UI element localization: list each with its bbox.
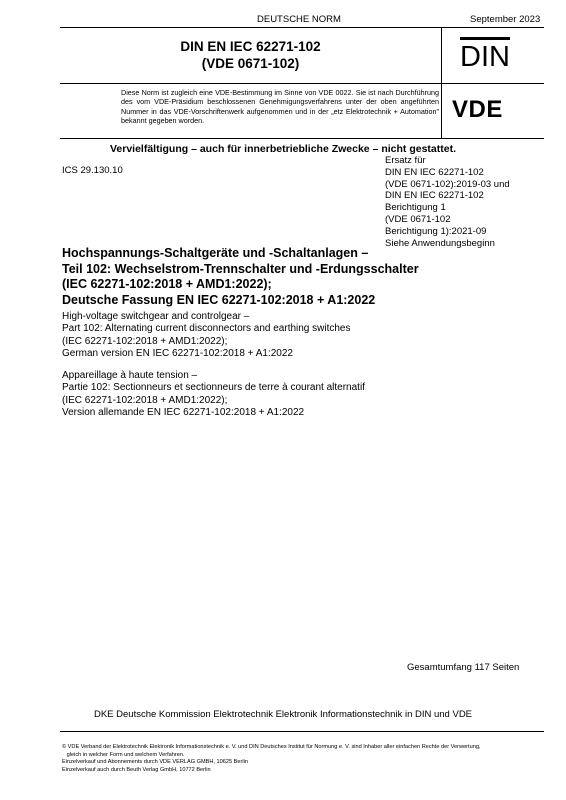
vde-notice: Diese Norm ist zugleich eine VDE-Bestimmung im Sinne von VDE 0022. Sie ist nach Durchführung des vom VDE-Präsidium beschlossenen Genehmigungsverfahrens unter der oben angeführten Nummer in das VDE-Vorschriftenwerk aufgenommen und in der „etz Elektrotechnik + Automation" bekannt gegeben worden. <box>121 88 439 125</box>
replacement-line: Berichtigung 1):2021-09 <box>385 225 487 237</box>
replacement-line: Berichtigung 1 <box>385 202 446 214</box>
replacement-line: (VDE 0671-102 <box>385 213 451 225</box>
title-german-line: Teil 102: Wechselstrom-Trennschalter und -Erdungsschalter <box>62 261 419 276</box>
divider <box>60 731 544 732</box>
copyright-footer <box>62 744 481 774</box>
reproduction-note: Vervielfältigung – auch für innerbetriebliche Zwecke – nicht gestattet. <box>109 143 456 155</box>
replacement-line: DIN EN IEC 62271-102 <box>385 166 484 178</box>
divider <box>60 138 544 139</box>
replacement-line: Ersatz für <box>385 155 426 166</box>
title-german-line: (IEC 62271-102:2018 + AMD1:2022); <box>62 277 272 291</box>
title-german-line: Hochspannungs-Schaltgeräte und -Schaltanlagen – <box>62 246 369 260</box>
svg-text:DIN: DIN <box>460 41 510 70</box>
total-pages: Gesamtumfang 117 Seiten <box>407 662 520 673</box>
title-english-line: Part 102: Alternating current disconnectors and earthing switches <box>62 323 351 335</box>
replacement-line: (VDE 0671-102):2019-03 und <box>385 178 510 190</box>
title-english <box>62 311 351 361</box>
divider <box>441 27 442 138</box>
standard-title <box>60 28 441 82</box>
dke-line: DKE Deutsche Kommission Elektrotechnik Elektronik Informationstechnik in DIN und VDE <box>93 709 473 720</box>
replacement-line: Siehe Anwendungsbeginn <box>385 237 495 249</box>
ics-code: ICS 29.130.10 <box>62 165 123 176</box>
title-french-line: Version allemande EN IEC 62271-102:2018 + A1:2022 <box>62 407 305 419</box>
standard-number: DIN EN IEC 62271-102 <box>180 39 321 54</box>
publication-date: September 2023 <box>470 14 541 25</box>
title-french-line: Appareillage à haute tension – <box>62 370 198 381</box>
vde-number: (VDE 0671-102) <box>201 56 300 71</box>
title-french-line: (IEC 62271-102:2018 + AMD1:2022); <box>62 394 228 406</box>
footer-line: gleich in welcher Form und welchem Verfahren. <box>62 751 185 758</box>
norm-type: DEUTSCHE NORM <box>257 14 341 25</box>
title-english-line: (IEC 62271-102:2018 + AMD1:2022); <box>62 335 228 347</box>
title-german <box>62 246 419 308</box>
footer-line: © VDE Verband der Elektrotechnik Elektronik Informationstechnik e. V. und DIN Deutsches Institut für Normung e. V. sind Inhaber aller einfachen Rechte der Verwertung, <box>62 744 481 750</box>
replacement-info <box>385 155 510 249</box>
replacement-line: DIN EN IEC 62271-102 <box>385 190 484 202</box>
footer-line: Einzelverkauf und Abonnements durch VDE VERLAG GMBH, 10625 Berlin <box>62 759 248 766</box>
divider <box>60 83 544 84</box>
vde-logo: VDE <box>452 96 503 123</box>
title-german-line: Deutsche Fassung EN IEC 62271-102:2018 + A1:2022 <box>62 292 376 307</box>
title-french-line: Partie 102: Sectionneurs et sectionneurs de terre à courant alternatif <box>62 382 365 394</box>
din-logo <box>460 37 510 70</box>
title-french <box>62 370 365 420</box>
footer-line: Einzelverkauf auch durch Beuth Verlag GmbH, 10772 Berlin <box>62 766 211 773</box>
title-english-line: German version EN IEC 62271-102:2018 + A1:2022 <box>62 348 293 360</box>
title-english-line: High-voltage switchgear and controlgear – <box>62 311 250 322</box>
